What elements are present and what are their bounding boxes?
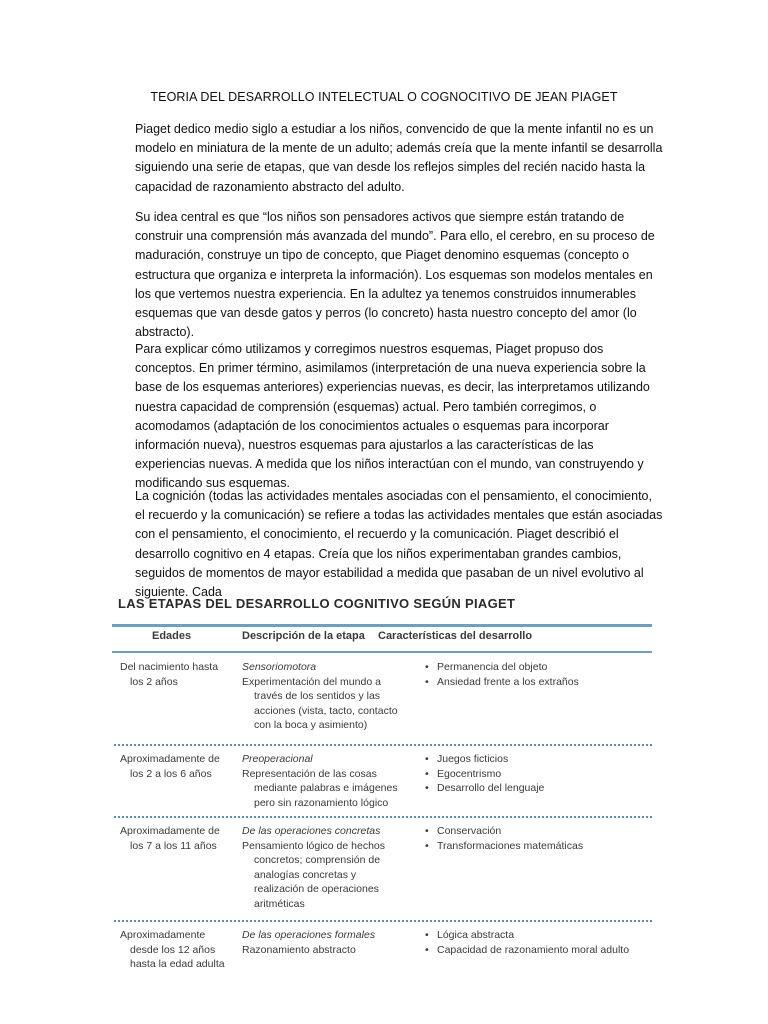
paragraph-2: Su idea central es que “los niños son pensadores activos que siempre están tratando de construir una comprensión más avanzada del mundo”. Para ello, el cerebro, en su proceso de maduración, construye un tipo de concepto, que Piaget denomino esquemas (concepto o estructura que organiza e interpreta la información). Los esquemas son modelos mentales en los que vertemos nuestra experiencia. En la adultez ya tenemos construidos innumerables esquemas que van desde gatos y perros (lo concreto) hasta nuestro concepto del amor (lo abstracto). [135, 210, 655, 340]
row-1-desc-line-4: con la boca y asimiento) [254, 719, 368, 732]
paragraph-1: Piaget dedico medio siglo a estudiar a los niños, convencido de que la mente infantil no es un modelo en miniatura de la mente de un adulto; además creía que la mente infantil se desarrolla siguiendo una serie de etapas, que van desde los reflejos simples del recién nacido hasta la capacidad de razonamiento abstracto del adulto. [135, 122, 663, 194]
row-3-stage: De las operaciones concretas [242, 825, 381, 837]
row-3-desc-line-2: concretos; comprensión de [254, 854, 381, 867]
row-1-char-1: • Permanencia del objeto [425, 660, 655, 675]
row-3-desc-line-4: realización de operaciones [254, 883, 379, 896]
row-3-description [242, 824, 412, 912]
row-1-age-line-2: los 2 años [130, 675, 178, 688]
row-4-description [242, 928, 412, 957]
row-1-desc-line-2: través de los sentidos y las [254, 690, 381, 703]
header-ages: Edades [152, 630, 192, 642]
row-4-age-line-3: hasta la edad adulta [130, 958, 225, 971]
row-2-description [242, 752, 412, 810]
row-4-stage: De las operaciones formales [242, 929, 376, 941]
row-2-stage: Preoperacional [242, 753, 313, 765]
row-2-char-1: • Juegos ficticios [425, 752, 655, 767]
row-1-age-line-1: Del nacimiento hasta [120, 661, 219, 673]
row-1-char-2: • Ansiedad frente a los extraños [425, 675, 655, 690]
row-4-char-2: • Capacidad de razonamiento moral adulto [425, 943, 655, 958]
row-1-desc-line-1: Experimentación del mundo a [242, 675, 381, 688]
row-2-age-line-2: los 2 a los 6 años [130, 767, 212, 780]
row-2-characteristics [425, 752, 655, 796]
row-4-age [120, 928, 235, 972]
row-4-age-line-2: desde los 12 años [130, 943, 216, 956]
row-1-characteristics [425, 660, 655, 689]
row-4-desc-line-1: Razonamiento abstracto [242, 943, 356, 956]
row-1-desc-line-3: acciones (vista, tacto, contacto [254, 704, 398, 717]
table-title: LAS ETAPAS DEL DESARROLLO COGNITIVO SEGÚN PIAGET [118, 596, 516, 611]
row-3-age-line-1: Aproximadamente de [120, 825, 220, 837]
row-separator [114, 816, 652, 818]
paragraph-3: Para explicar cómo utilizamos y corregimos nuestros esquemas, Piaget propuso dos conceptos. En primer término, asimilamos (interpretación de una nueva experiencia sobre la base de los esquemas anteriores) experiencias nuevas, es decir, las interpretamos utilizando nuestra capacidad de comprensión (esquemas) actual. Pero también corregimos, o acomodamos (adaptación de los conocimientos actuales o esquemas para incorporar información nueva), nuestros esquemas para ajustarlos a las características de las experiencias nuevas. A medida que los niños interactúan con el mundo, van construyendo y modificando sus esquemas. [135, 342, 650, 491]
row-2-char-2: • Egocentrismo [425, 767, 655, 782]
row-2-char-3: • Desarrollo del lenguaje [425, 781, 655, 796]
row-3-characteristics [425, 824, 655, 853]
row-3-desc-line-3: analogías concretas y [254, 868, 357, 881]
row-2-age [120, 752, 235, 781]
row-1-age [120, 660, 235, 689]
row-3-char-2: • Transformaciones matemáticas [425, 839, 655, 854]
row-1-description [242, 660, 412, 733]
paragraph-4: La cognición (todas las actividades mentales asociadas con el pensamiento, el conocimiento, el recuerdo y la comunicación) se refiere a todas las actividades mentales que están asociadas con el pensamiento, el conocimiento, el recuerdo y la comunicación. Piaget describió el desarrollo cognitivo en 4 etapas. Creía que los niños experimentaban grandes cambios, seguidos de momentos de mayor estabilidad a medida que pasaban de un nivel evolutivo al siguiente. Cada [135, 489, 663, 600]
row-3-desc-line-5: aritméticas [254, 897, 305, 910]
row-2-desc-line-3: pero sin razonamiento lógico [254, 796, 389, 809]
row-4-age-line-1: Aproximadamente [120, 929, 206, 941]
row-3-age-line-2: los 7 a los 11 años [130, 839, 217, 852]
row-3-char-1: • Conservación [425, 824, 655, 839]
row-3-desc-line-1: Pensamiento lógico de hechos [242, 839, 386, 852]
row-2-desc-line-2: mediante palabras e imágenes [254, 782, 398, 795]
row-separator [114, 744, 652, 746]
row-4-characteristics [425, 928, 655, 957]
header-characteristics: Características del desarrollo [378, 630, 533, 642]
row-separator [114, 920, 652, 922]
document-title: TEORIA DEL DESARROLLO INTELECTUAL O COGNOCITIVO DE JEAN PIAGET [150, 90, 618, 104]
stages-table-image [110, 590, 658, 985]
row-4-char-1: • Lógica abstracta [425, 928, 655, 943]
row-2-desc-line-1: Representación de las cosas [242, 767, 377, 780]
header-description: Descripción de la etapa [242, 630, 365, 642]
row-2-age-line-1: Aproximadamente de [120, 753, 220, 765]
row-1-stage: Sensoriomotora [242, 661, 317, 673]
row-3-age [120, 824, 235, 853]
